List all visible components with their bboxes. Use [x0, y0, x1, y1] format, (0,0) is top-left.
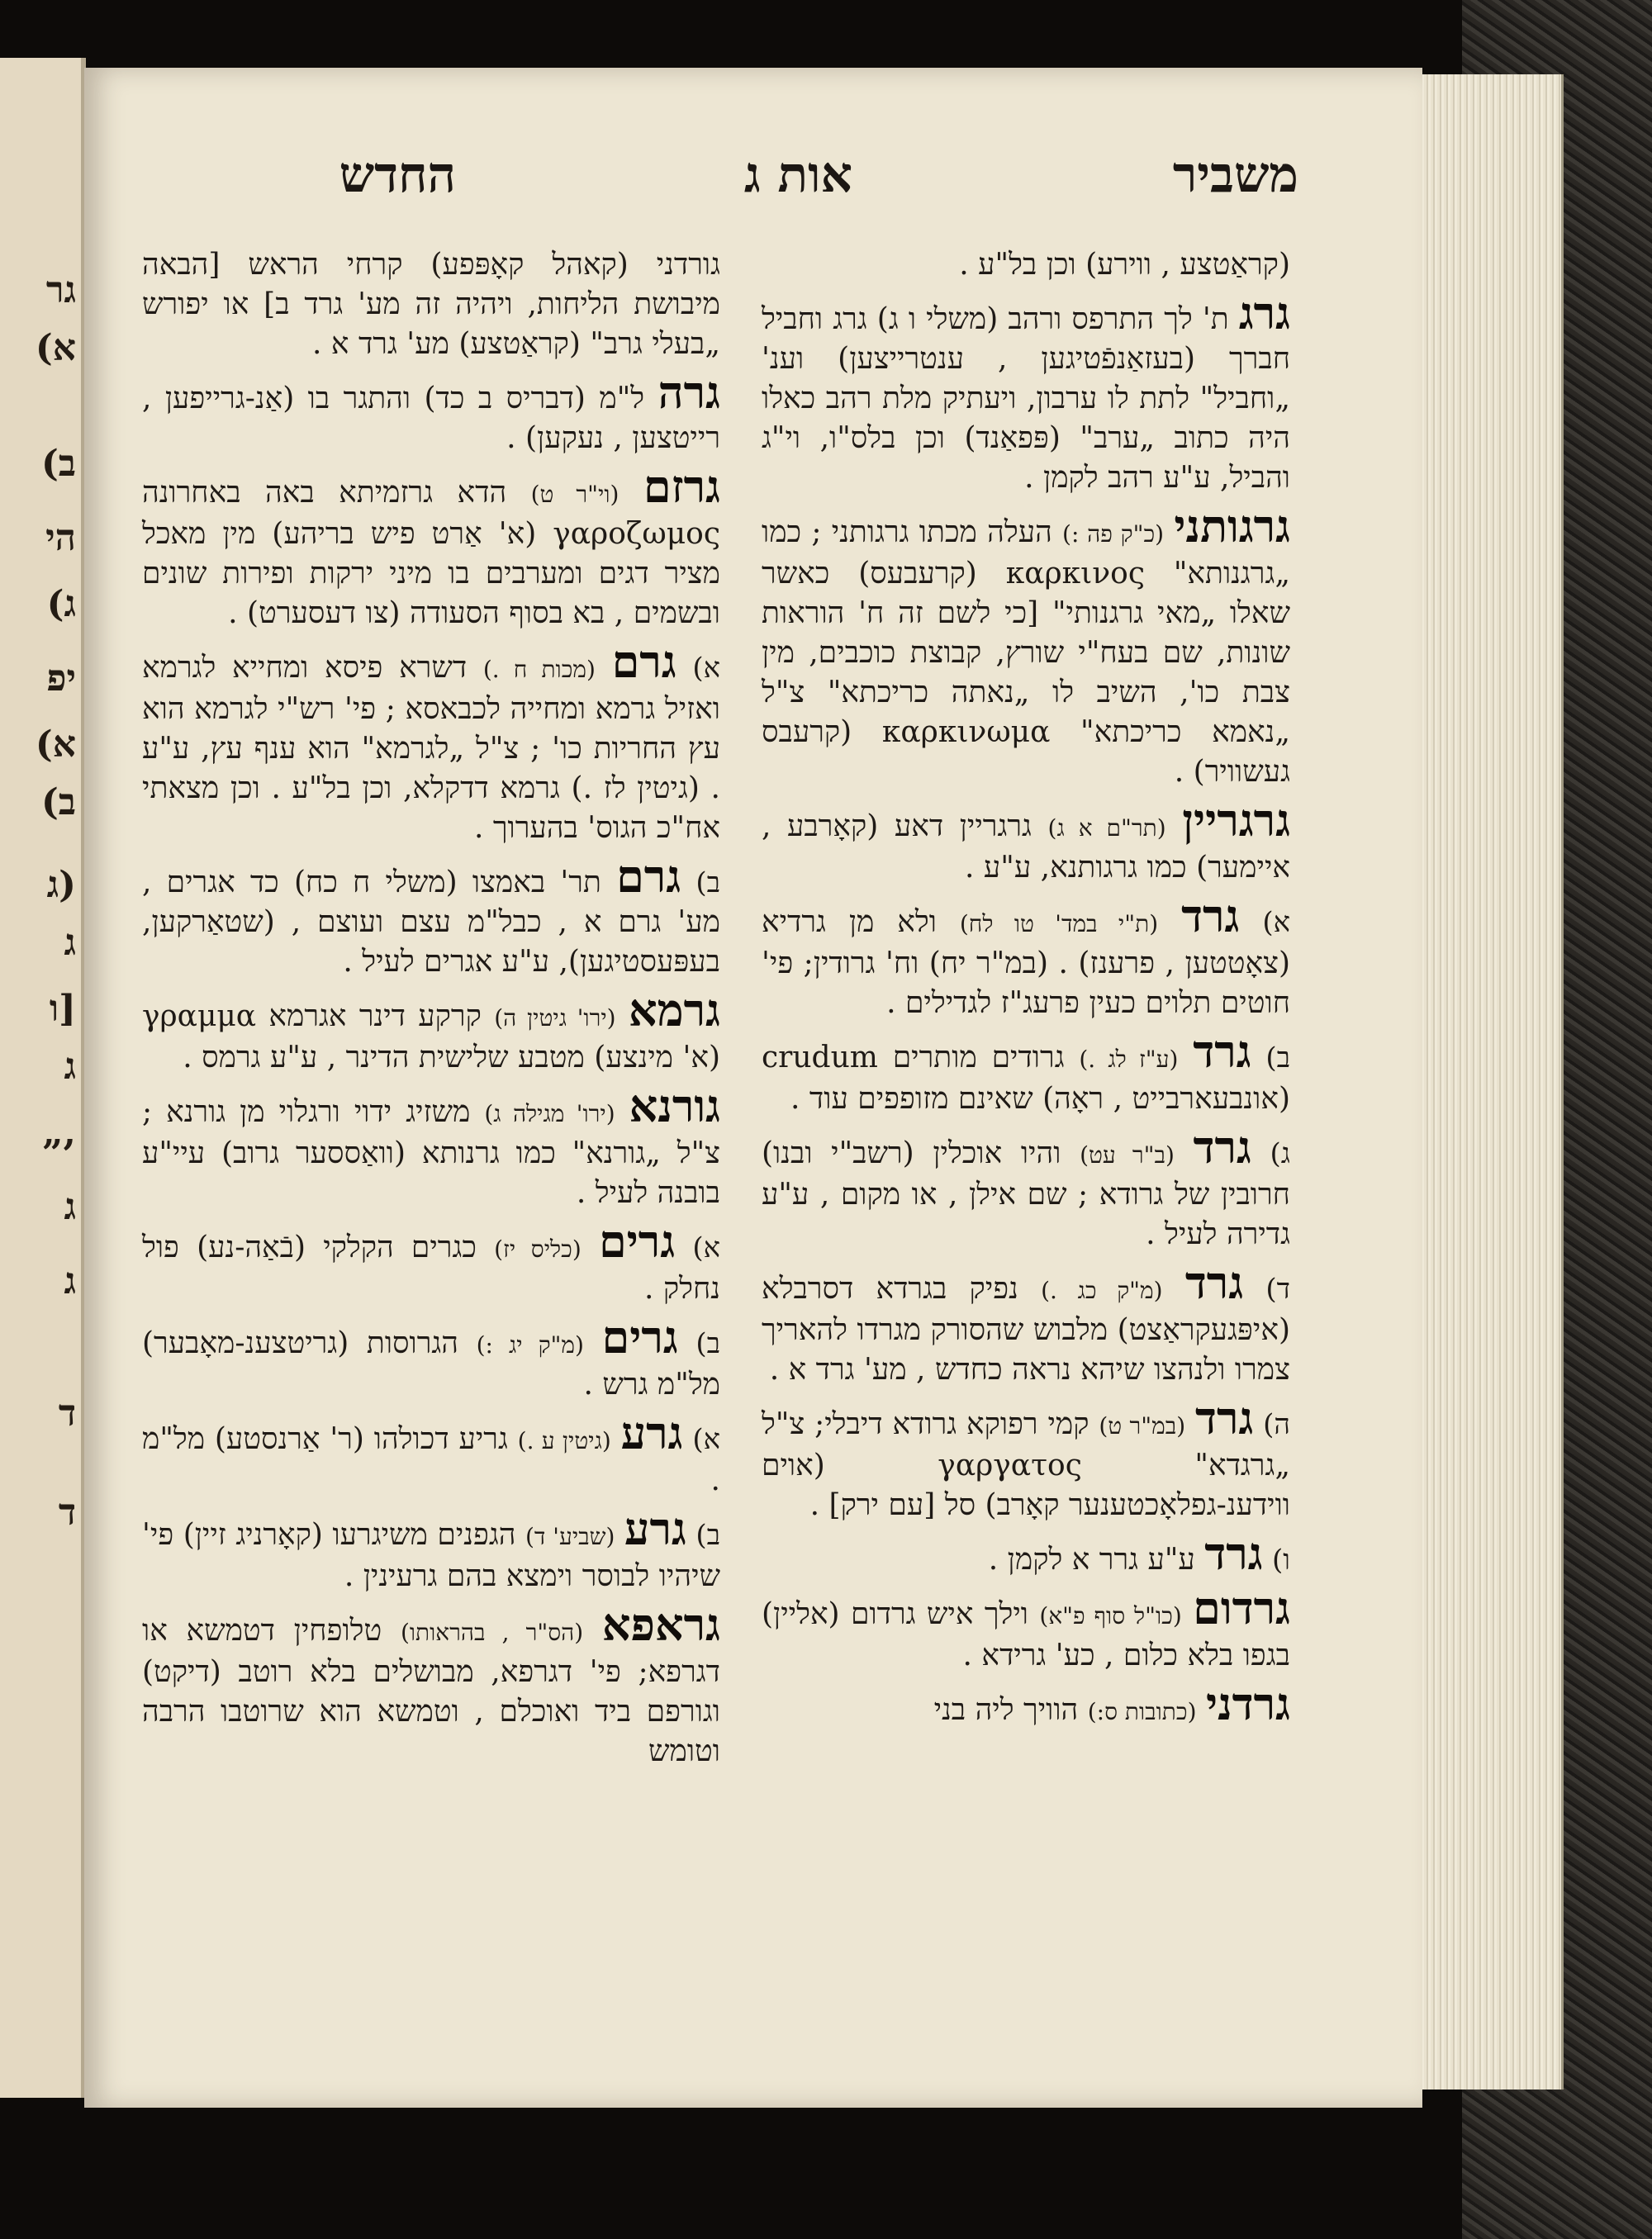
entry-headword: גרדום: [1193, 1582, 1290, 1634]
entry-sense: ו): [1272, 1544, 1290, 1577]
dictionary-entry: [142, 1502, 720, 1596]
entry-reference: (כליס יז): [494, 1236, 582, 1263]
dictionary-entry: [762, 1392, 1290, 1525]
entry-text: קמי רפוקא גרודא דיבלי; צ"ל „גרגדא" γαργατος (אוים ווידענ-גפלאָכטענער קאָרב) סל [עם ירק] .: [762, 1407, 1290, 1522]
entry-headword: גרג: [1238, 287, 1290, 339]
entry-headword: גרזם: [643, 460, 720, 513]
dictionary-entry: [762, 794, 1291, 888]
entry-reference: (תר"ם א ג): [1047, 814, 1166, 842]
dictionary-entry: [142, 984, 720, 1078]
dictionary-entry: [142, 1598, 720, 1772]
entry-headword: גרמא: [628, 984, 720, 1036]
entry-headword: גרד: [1193, 1025, 1251, 1078]
left-page-fragment: ג: [64, 1260, 76, 1302]
entry-text: גרודים מותרים crudum (אונבעארבייט , ראָה) שאינם מזופפים עוד .: [762, 1041, 1290, 1116]
entry-headword: גרדני: [1205, 1677, 1290, 1730]
entry-reference: (ב"ר עט): [1080, 1141, 1175, 1169]
entry-reference: (מכות ח .): [482, 656, 596, 683]
entry-text: הוויך ליה בני: [933, 1693, 1079, 1727]
entry-text: גריע דכולהו (ר' אַרנסטע) מל"מ .: [142, 1422, 720, 1497]
left-page-fragment: ב): [40, 443, 76, 485]
left-page-fragment: ד: [58, 1392, 76, 1435]
left-page-fragment: ג: [64, 922, 76, 964]
dictionary-entry: [142, 1311, 720, 1405]
left-page-fragment: הי: [45, 517, 76, 559]
left-page-fragment: גר: [45, 269, 76, 311]
left-page-fragment: ג: [64, 1186, 76, 1228]
entry-headword: גרע: [624, 1502, 686, 1555]
entry-sense: ד): [1265, 1273, 1291, 1306]
left-page-sliver: [0, 58, 86, 2098]
left-page-fragment: ד: [58, 1492, 76, 1534]
dictionary-entry: [762, 287, 1290, 498]
entry-headword: גרד: [1204, 1527, 1263, 1580]
entry-sense: א): [692, 1231, 720, 1264]
dictionary-entry: [142, 1406, 720, 1501]
left-page-fragment: יפ: [46, 657, 76, 700]
dictionary-entry: [142, 850, 720, 982]
entry-text: הדא גרזמיתא באה באחרונה γαροζωμος (א' אַרט פיש בריהע) מין מאכל מציר דגים ומערבים בו מיני ירקות ופירות שונים ובשמים , בא בסוף הסעודה (צו דעסערט) .: [142, 476, 720, 630]
dictionary-entry: [762, 889, 1290, 1023]
entry-reference: (הס"ר , בהראותו): [400, 1619, 584, 1646]
entry-reference: (וי"ר ט): [530, 481, 620, 508]
dictionary-entry: [142, 460, 720, 633]
entry-text: משזיג ידוי ורגלוי מן גורנא ; צ"ל „גורנא" כמו גרנותא (וואַססער גרוב) עיי"ע בובנה לעיל .: [142, 1095, 720, 1210]
dictionary-entry: [762, 1677, 1290, 1732]
dictionary-entry: [142, 1215, 720, 1309]
dictionary-entry: [762, 245, 1290, 285]
entry-reference: (במ"ר ט): [1099, 1412, 1186, 1440]
left-page-fragment: ,„: [42, 1112, 76, 1154]
entry-sense: ב): [695, 1327, 720, 1360]
entry-reference: (ת"י במד' טו לח): [959, 910, 1159, 937]
entry-sense: ג): [1270, 1137, 1290, 1170]
entry-reference: (כו"ל סוף פ"א): [1039, 1602, 1182, 1629]
entry-headword: גרד: [1184, 1256, 1244, 1309]
entry-text: (קראַטצע , ווירע) וכן בל"ע .: [959, 248, 1290, 282]
entry-text: העלה מכתו גרגותני ; כמו „גרגנותא" καρκινος (קרעבעס) כאשר שאלו „מאי גרגנותי" [כי לשם זה ח' הוראות שונות, שם בעח"י שורץ, קבוצת כוכבים, מין צבת כו', השיב לו „נאתה כריכתא" צ"ל „נאמא כריכתא" καρκινωμα (קרעבס געשוויר) .: [762, 515, 1291, 789]
left-page-fragment: (ג: [46, 864, 76, 906]
entry-text: גרגריין דאע (קאָרבע , איימער) כמו גרגותנא, ע"ע .: [762, 809, 1290, 885]
left-page-fragment: ב): [40, 781, 76, 823]
entry-headword: גרע: [620, 1406, 683, 1459]
entry-reference: (מ"ק כג .): [1041, 1277, 1163, 1304]
dictionary-page: [84, 68, 1422, 2108]
dictionary-entry: [142, 366, 720, 458]
entry-text: כגרים הקלקי (בֿאַה-נע) פול נחלק .: [142, 1231, 720, 1306]
entry-headword: גורנא: [629, 1079, 720, 1132]
entry-reference: (ע"ז לג .): [1079, 1046, 1179, 1073]
entry-text: הגפנים משיגרעו (קאָרניג זיין) פי' שיהיו לבוסר וימצא בהם גרעינין .: [142, 1518, 720, 1593]
entry-reference: (ירו' גיטין ה): [494, 1004, 616, 1032]
entry-text: קרקע דינר אגרמא γραμμα (א' מינצע) מטבע שלישית הדינר , ע"ע גרמס .: [142, 999, 720, 1074]
running-head: [84, 146, 1422, 229]
entry-text: וילך איש גרדום (אליין) בגפו בלא כלום , כע' גרידא .: [762, 1597, 1290, 1672]
entry-headword: גרם: [616, 850, 681, 903]
left-page-fragment: ג: [64, 1046, 76, 1088]
entry-reference: (מ"ק יג :): [476, 1331, 584, 1359]
right-column: [762, 245, 1290, 1740]
dictionary-entry: [142, 245, 720, 364]
dictionary-entry: [762, 1025, 1290, 1119]
dictionary-entry: [762, 1256, 1291, 1390]
left-page-fragment: א): [35, 327, 76, 369]
header-left: החדש: [339, 146, 456, 204]
entry-text: נפיק בגרדא דסרבלא (איפּגעקראַצט) מלבוש שהסורק מגרדו להאריך צמרו ולנהצו שיהא נראה כחדש , מע' גרד א .: [762, 1272, 1290, 1387]
entry-sense: א): [1262, 906, 1290, 939]
entry-text: והיו אוכלין (רשב"י ובנו) חרובין של גרודא ; שם אילן , או מקום , ע"ע גדירה לעיל .: [762, 1136, 1290, 1251]
left-page-fragment: א): [35, 723, 76, 766]
entry-text: תר' באמצו (משלי ח כח) כד אגרים , מע' גרם א , כבל"מ עצם ועוצם , (שטאַרקען, בעפּעסטיגען), ע"ע אגרים לעיל .: [142, 866, 720, 979]
dictionary-entry: [142, 1079, 720, 1213]
entry-reference: (כתובות ס:): [1087, 1698, 1197, 1725]
entry-headword: גרה: [657, 366, 720, 419]
entry-text: הגרוסות (גריטצענ-מאָבער) מל"מ גרש .: [142, 1326, 720, 1402]
entry-reference: (גיטין ע .): [517, 1427, 611, 1454]
entry-text: דשרא פיסא ומחייא לגרמא ואזיל גרמא ומחייה לכבאסא ; פי' רש"י לגרמא הוא עץ החריות כו' ; צ"ל „לגרמא" הוא ענף עץ, ע"ע . (גיטין לז .) גרמא דדקלא, וכן בל"ע . וכן מצאתי אח"כ הגוס' בהערוך .: [142, 651, 720, 845]
left-column: [142, 245, 720, 1780]
entry-text: ע"ע גרר א לקמן .: [988, 1543, 1195, 1577]
entry-sense: א): [692, 652, 720, 685]
dictionary-entry: [762, 1121, 1290, 1255]
entry-headword: גרים: [601, 1311, 678, 1364]
entry-sense: ב): [695, 866, 720, 899]
entry-text: ל"מ (דבריס ב כד) והתגר בו (אַנ-גרייפען , רייטצען , נעקען) .: [142, 382, 720, 455]
dictionary-entry: [762, 500, 1291, 792]
entry-text: טלופחין דטמשא או דגרפא; פי' דגרפא, מבושלים בלא רוטב (דיקט) וגורפם ביד ואוכלם , וטמשא הוא שרוטבו הרבה וטומש: [142, 1614, 720, 1768]
entry-headword: גרד: [1181, 889, 1240, 942]
entry-headword: גראפא: [601, 1598, 720, 1651]
entry-text: ולא מן גרדיא (צאָטטען , פרענז) . (במ"ר יח) וח' גרודין; פי' חוטים תלוים כעין פרעג"ז לגדילים .: [762, 905, 1290, 1020]
entry-headword: גרגותני: [1174, 500, 1290, 553]
entry-sense: ה): [1263, 1408, 1290, 1441]
left-page-fragment: [ו: [49, 988, 76, 1030]
entry-sense: ב): [695, 1519, 720, 1552]
entry-reference: (כ"ק פה :): [1062, 520, 1165, 548]
left-page-fragment: ג): [46, 583, 76, 625]
header-center: אות ג: [743, 146, 852, 204]
dictionary-entry: [762, 1582, 1290, 1676]
entry-text: ת' לך התרפס ורהב (משלי ו ג) גרג וחביל חברך (בעזאַנפֿטיגען , ענטרייצען) וענ' „וחביל" לתת לו ערבון, ויעתיק מלת רהב כאלו היה כתוב „ערב" (פּפאַנד) וכן בלס"ו, וי"ג והביל, ע"ע רהב לקמן .: [762, 302, 1290, 495]
dictionary-entry: [142, 635, 720, 848]
entry-headword: גרגריין: [1182, 794, 1291, 847]
entry-headword: גרד: [1193, 1121, 1251, 1174]
entry-reference: (שביע' ד): [525, 1523, 615, 1550]
entry-sense: ב): [1265, 1041, 1290, 1074]
entry-headword: גרים: [598, 1215, 676, 1268]
header-right: משביר: [1172, 146, 1298, 204]
entry-reference: (ירו' מגילה ג): [484, 1100, 615, 1127]
dictionary-entry: [762, 1527, 1290, 1580]
entry-text: גורדני (קאהל קאָפּפע) קרחי הראש [הבאה מיבושת הליחות, ויהיה זה מע' גרד ב] או יפורש „בעלי גרב" (קראַטצע) מע' גרד א .: [142, 248, 720, 361]
entry-sense: א): [692, 1423, 720, 1456]
entry-headword: גרד: [1194, 1392, 1254, 1444]
entry-headword: גרם: [611, 635, 676, 688]
